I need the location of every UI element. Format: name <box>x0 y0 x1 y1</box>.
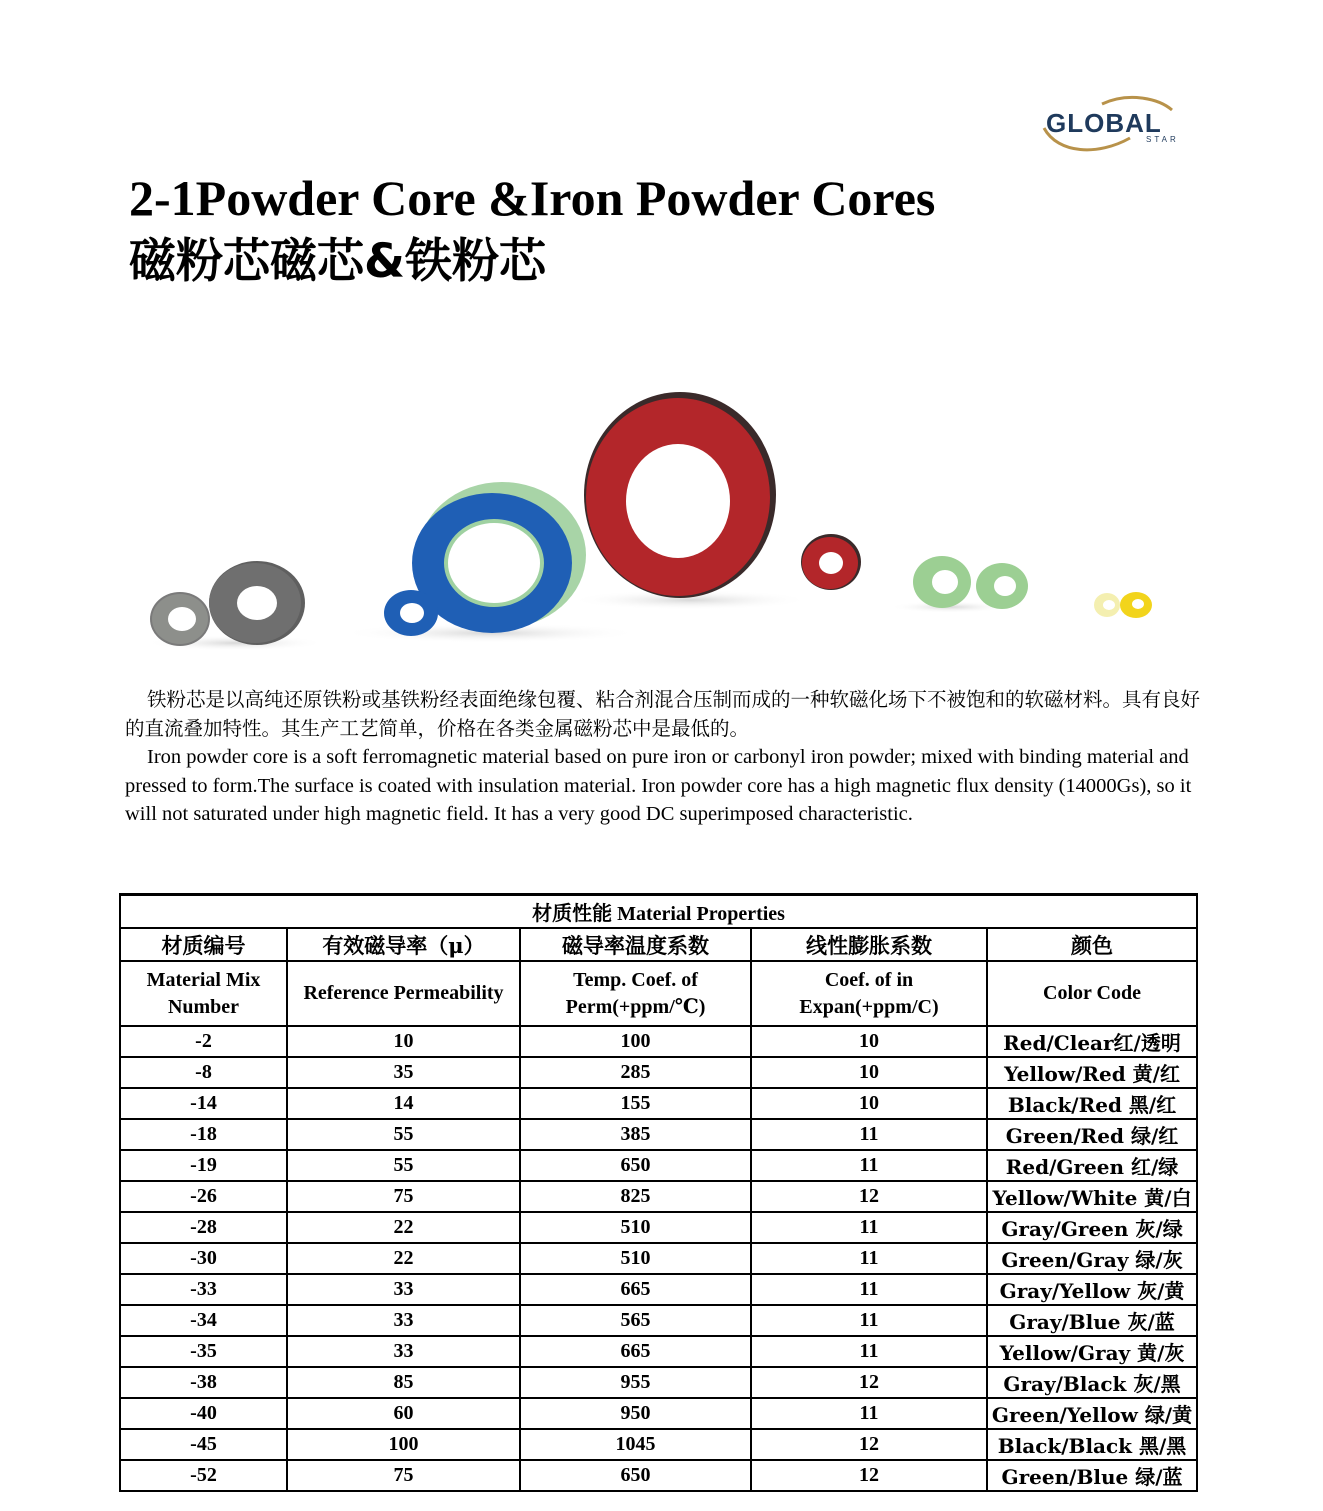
header-cn-3: 线性膨胀系数 <box>751 928 987 961</box>
header-en-0 <box>120 961 287 1026</box>
table-cell: 11 <box>751 1119 987 1150</box>
table-cell: 12 <box>751 1429 987 1460</box>
description <box>125 686 1205 829</box>
table-cell: Yellow/Gray 黄/灰 <box>987 1336 1197 1367</box>
table-cell: 10 <box>751 1057 987 1088</box>
yellow-core-right <box>1120 592 1152 618</box>
green-core-left <box>913 556 971 608</box>
header-en-line: Coef. of in <box>824 968 914 991</box>
table-cell: Yellow/Red 黄/红 <box>987 1057 1197 1088</box>
table-row <box>120 1274 1197 1305</box>
red-core-large <box>584 392 776 598</box>
global-star-logo <box>1038 94 1198 156</box>
table-cell: 11 <box>751 1305 987 1336</box>
table-cell: 10 <box>751 1088 987 1119</box>
table-cell: Gray/Blue 灰/蓝 <box>987 1305 1197 1336</box>
header-en-line: Expan(+ppm/C) <box>799 995 939 1018</box>
material-properties-table <box>119 893 1198 1492</box>
table-cell: -19 <box>120 1150 287 1181</box>
table-row <box>120 1305 1197 1336</box>
header-en-line: Reference Permeability <box>303 982 504 1004</box>
table-cell: 650 <box>520 1150 751 1181</box>
table-cell: Green/Gray 绿/灰 <box>987 1243 1197 1274</box>
table-cell: -28 <box>120 1212 287 1243</box>
table-row <box>120 1243 1197 1274</box>
table-cell: -35 <box>120 1336 287 1367</box>
table-cell: 510 <box>520 1212 751 1243</box>
table-cell: Red/Green 红/绿 <box>987 1150 1197 1181</box>
table-cell: 11 <box>751 1398 987 1429</box>
table-cell: 22 <box>287 1243 520 1274</box>
description-en: Iron powder core is a soft ferromagnetic material based on pure iron or carbonyl iron powder; mixed with binding material and pressed to form.The surface is coated with insulation material. Iron powder core has a high magnetic flux density (14000Gs), so it will not saturated under high magnetic field. It has a very good DC superimposed characteristic. <box>125 746 1192 825</box>
table-cell: 11 <box>751 1150 987 1181</box>
header-en-2 <box>520 961 751 1026</box>
table-row <box>120 1212 1197 1243</box>
table-cell: Green/Yellow 绿/黄 <box>987 1398 1197 1429</box>
table-cell: 60 <box>287 1398 520 1429</box>
header-en-1 <box>287 961 520 1026</box>
table-cell: Yellow/White 黄/白 <box>987 1181 1197 1212</box>
table-cell: 75 <box>287 1460 520 1491</box>
table-cell: 55 <box>287 1119 520 1150</box>
table-row <box>120 1398 1197 1429</box>
table-cell: 12 <box>751 1181 987 1212</box>
table-cell: -38 <box>120 1367 287 1398</box>
table-row <box>120 1150 1197 1181</box>
table-cell: 155 <box>520 1088 751 1119</box>
table-cell: Black/Black 黑/黑 <box>987 1429 1197 1460</box>
table-cell: 955 <box>520 1367 751 1398</box>
table-cell: 665 <box>520 1274 751 1305</box>
page-title-cn: 磁粉芯磁芯&铁粉芯 <box>129 234 546 289</box>
table-cell: 55 <box>287 1150 520 1181</box>
header-en-4 <box>987 961 1197 1026</box>
table-row <box>120 1429 1197 1460</box>
header-cn-0: 材质编号 <box>120 928 287 961</box>
table-cell: Gray/Yellow 灰/黄 <box>987 1274 1197 1305</box>
table-cell: 100 <box>520 1026 751 1057</box>
table-cell: 1045 <box>520 1429 751 1460</box>
table-row <box>120 1367 1197 1398</box>
table-cell: -14 <box>120 1088 287 1119</box>
table-cell: -45 <box>120 1429 287 1460</box>
table-cell: 11 <box>751 1212 987 1243</box>
gray-core-small <box>150 592 210 646</box>
table-cell: -52 <box>120 1460 287 1491</box>
table-cell: 825 <box>520 1181 751 1212</box>
blue-core-large <box>412 482 586 633</box>
logo-subtext: STAR <box>1146 135 1179 144</box>
table-row <box>120 1026 1197 1057</box>
table-cell: 100 <box>287 1429 520 1460</box>
header-en-line: Number <box>167 995 240 1018</box>
table-row <box>120 1460 1197 1491</box>
table-cell: 10 <box>287 1026 520 1057</box>
table-cell: 35 <box>287 1057 520 1088</box>
table-cell: 33 <box>287 1305 520 1336</box>
table-cell: 11 <box>751 1336 987 1367</box>
powder-cores-photo <box>130 375 1190 665</box>
header-en-line: Perm(+ppm/℃) <box>565 995 706 1018</box>
table-cell: 75 <box>287 1181 520 1212</box>
table-cell: Black/Red 黑/红 <box>987 1088 1197 1119</box>
table-row <box>120 1088 1197 1119</box>
red-core-small <box>801 534 861 590</box>
table-cell: 22 <box>287 1212 520 1243</box>
table-cell: -34 <box>120 1305 287 1336</box>
table-cell: Green/Red 绿/红 <box>987 1119 1197 1150</box>
table-cell: 385 <box>520 1119 751 1150</box>
table-cell: 510 <box>520 1243 751 1274</box>
yellow-core-left <box>1094 593 1120 617</box>
table-cell: 665 <box>520 1336 751 1367</box>
table-row <box>120 1057 1197 1088</box>
table-cell: -40 <box>120 1398 287 1429</box>
description-cn: 铁粉芯是以高纯还原铁粉或基铁粉经表面绝缘包覆、粘合剂混合压制而成的一种软磁化场下不被饱和的软磁材料。具有良好的直流叠加特性。其生产工艺简单，价格在各类金属磁粉芯中是最低的。 <box>125 688 1201 740</box>
table-cell: 10 <box>751 1026 987 1057</box>
header-cn-4: 颜色 <box>987 928 1197 961</box>
table-cell: Red/Clear红/透明 <box>987 1026 1197 1057</box>
table-cell: 12 <box>751 1367 987 1398</box>
table-cell: -18 <box>120 1119 287 1150</box>
gray-core-large <box>209 561 305 645</box>
header-en-line: Color Code <box>1043 982 1141 1004</box>
table-caption: 材质性能 Material Properties <box>120 895 1197 929</box>
table-cell: 11 <box>751 1243 987 1274</box>
table-cell: Gray/Black 灰/黑 <box>987 1367 1197 1398</box>
blue-core-small <box>384 590 438 636</box>
table-cell: -2 <box>120 1026 287 1057</box>
table-cell: -30 <box>120 1243 287 1274</box>
table-cell: 33 <box>287 1274 520 1305</box>
table-row <box>120 1119 1197 1150</box>
table-cell: 14 <box>287 1088 520 1119</box>
table-cell: 950 <box>520 1398 751 1429</box>
table-cell: -33 <box>120 1274 287 1305</box>
header-cn-1: 有效磁导率（μ） <box>287 928 520 961</box>
table-cell: 565 <box>520 1305 751 1336</box>
table-cell: 285 <box>520 1057 751 1088</box>
table-cell: -8 <box>120 1057 287 1088</box>
page-title-en: 2-1Powder Core &Iron Powder Cores <box>129 170 936 226</box>
table-cell: 11 <box>751 1274 987 1305</box>
logo-wordmark: GLOBAL <box>1046 108 1162 138</box>
table-cell: 12 <box>751 1460 987 1491</box>
table-row <box>120 1181 1197 1212</box>
header-en-line: Temp. Coef. of <box>573 968 698 991</box>
table-cell: Gray/Green 灰/绿 <box>987 1212 1197 1243</box>
header-en-3 <box>751 961 987 1026</box>
header-en-line: Material Mix <box>146 968 261 991</box>
table-cell: Green/Blue 绿/蓝 <box>987 1460 1197 1491</box>
table-row <box>120 1336 1197 1367</box>
table-cell: 85 <box>287 1367 520 1398</box>
table-cell: 33 <box>287 1336 520 1367</box>
table-cell: 650 <box>520 1460 751 1491</box>
table-cell: -26 <box>120 1181 287 1212</box>
header-cn-2: 磁导率温度系数 <box>520 928 751 961</box>
green-core-right <box>976 563 1028 609</box>
